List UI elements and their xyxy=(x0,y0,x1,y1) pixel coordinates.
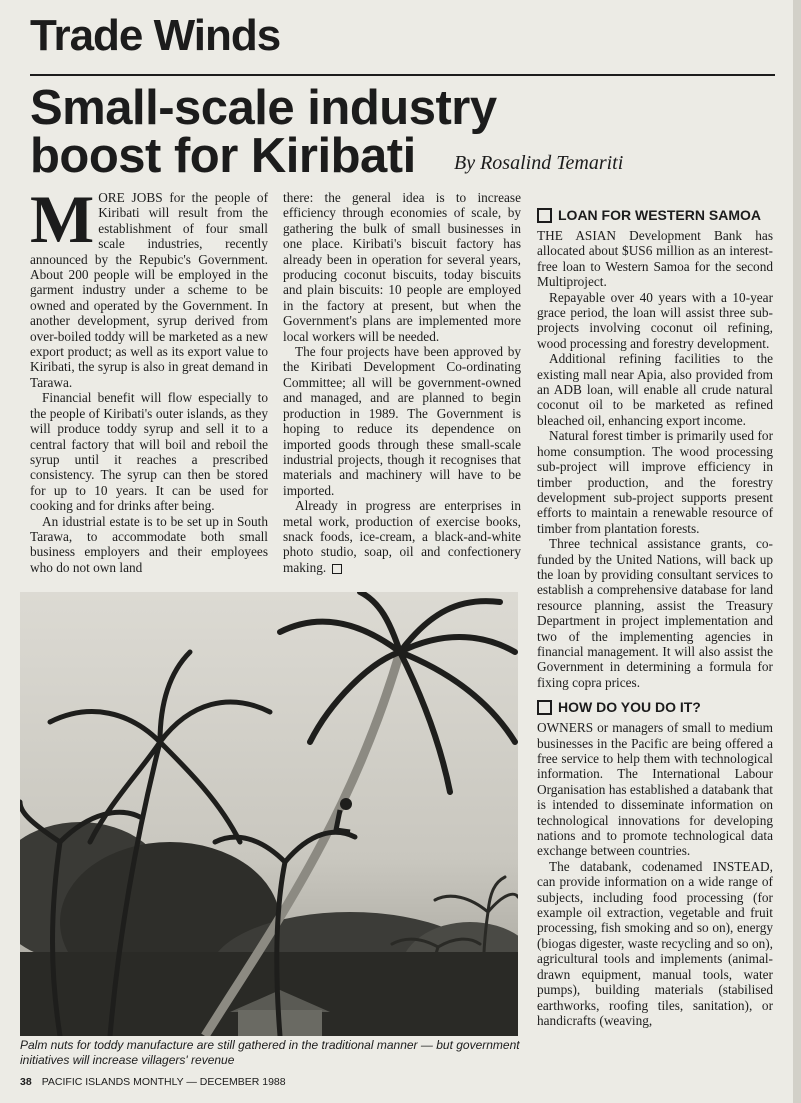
section-rule xyxy=(30,74,775,76)
how-paragraph-2: The databank, codenamed INSTEAD, can provide information on a wide range of subjects, including food processing (for example oil extraction, vegetable and fruit processing, fish smoking and so on), energy (biogas digester, waste recycling and so on), agricultural tools and implements (animal-drawn equipment, manual tools, water pumps), building materials (stabilised earthworks, roofing tiles, sanitation), or handicrafts (weaving, xyxy=(537,858,773,1028)
article-paragraph-3: An idustrial estate is to be set up in South Tarawa, to accommodate both small business employers and their employees who do not own land xyxy=(30,513,268,575)
article-paragraph-2: Financial benefit will flow especially to the people of Kiribati's outer islands, as they will produce toddy syrup and sell it to a central factory that will boil and reboil the syrup until it reaches a prescribed consistency. The syrup can then be stored for up to 10 years. It can be used for cooking and for drinks after being. xyxy=(30,390,268,514)
loan-paragraph-3: Additional refining facilities to the existing mall near Apia, also provided from an ADB loan, will enable all crude natural coconut oil to be marketed as refined bleached oil, enhancing export income. xyxy=(537,351,773,428)
sidebar-column xyxy=(537,206,773,1028)
page-footer xyxy=(20,1076,286,1088)
loan-paragraph-2: Repayable over 40 years with a 10-year grace period, the loan will assist three sub-projects involving coconut oil refining, wood processing and forestry development. xyxy=(537,289,773,351)
article-paragraph-4: there: the general idea is to increase efficiency through economies of scale, by gathering the bulk of small businesses in one place. Kiribati's biscuit factory has already been in operation for several years, producing coconut biscuits, today biscuits and plain biscuits: 10 people are employed in the factory at present, but when the Government's plans are implemented more local workers will be needed. xyxy=(283,190,521,344)
article-column-1 xyxy=(30,181,268,575)
section-title: Trade Winds xyxy=(30,11,281,60)
headline-line-2: boost for Kiribati xyxy=(30,129,416,183)
drop-cap: M xyxy=(30,181,95,257)
publication-line: PACIFIC ISLANDS MONTHLY — DECEMBER 1988 xyxy=(41,1076,286,1088)
loan-paragraph-5: Three technical assistance grants, co-funded by the United Nations, will back up the loan by providing consultant services to establish a comprehensive database for land resource planning, assist the Treasury Department in project implementation and two of the implementing agencies in financial management. It will also assist the Government in determining a formula for fixing copra prices. xyxy=(537,536,773,690)
article-paragraph-5: The four projects have been approved by the Kiribati Development Co-ordinating Committee; all will be government-owned and managed, and are planned to begin production in 1989. The Government is hoping to reduce its dependence on imported goods through these small-scale industrial projects, though it recognises that materials and machinery will have to be imported. xyxy=(283,344,521,498)
loan-heading: LOAN FOR WESTERN SAMOA xyxy=(537,206,773,224)
article-column-2 xyxy=(283,190,521,575)
headline xyxy=(30,81,497,183)
how-paragraph-1: OWNERS or managers of small to medium businesses in the Pacific are being offered a free service to help them with technological information. The International Labour Organisation has established a databank that is intended to disseminate information on technological innovations for developing nations and to promote technological data exchange between countries. xyxy=(537,720,773,859)
loan-paragraph-4: Natural forest timber is primarily used for home consumption. The wood processing sub-project will improve efficiency in timber production, and the forestry development sub-project supports present efforts to maintain a renewable resource of timber from plantation forests. xyxy=(537,428,773,536)
end-mark-icon xyxy=(332,564,342,574)
checkbox-square-icon xyxy=(537,700,552,715)
page-edge xyxy=(793,0,801,1103)
checkbox-square-icon xyxy=(537,208,552,223)
palm-tree-photo xyxy=(20,592,518,1036)
loan-paragraph-1: THE ASIAN Development Bank has allocated about $US6 million as an interest-free loan to Western Samoa for the second Multiproject. xyxy=(537,228,773,290)
photo-caption: Palm nuts for toddy manufacture are still gathered in the traditional manner — but government initiatives will increase villagers' revenue xyxy=(20,1038,520,1067)
article-paragraph-6: Already in progress are enterprises in metal work, production of exercise books, snack foods, ice-cream, a black-and-white photo studio, soap, oil and confectionery making. xyxy=(283,498,521,575)
headline-line-1: Small-scale industry xyxy=(30,81,497,135)
how-heading: HOW DO YOU DO IT? xyxy=(537,698,773,716)
byline: By Rosalind Temariti xyxy=(454,152,624,174)
page-number: 38 xyxy=(20,1076,32,1088)
article-paragraph-1: MORE JOBS for the people of Kiribati will result from the establishment of four small scale industries, recently announced by the Repubic's Government. About 200 people will be employed in the garment industry under a scheme to be owned and operated by the Government. In another development, syrup derived from over-boiled toddy will be marketed as a new export product; as well as its export value to Kiribati, the syrup is also in great demand in Tarawa. xyxy=(30,181,268,390)
